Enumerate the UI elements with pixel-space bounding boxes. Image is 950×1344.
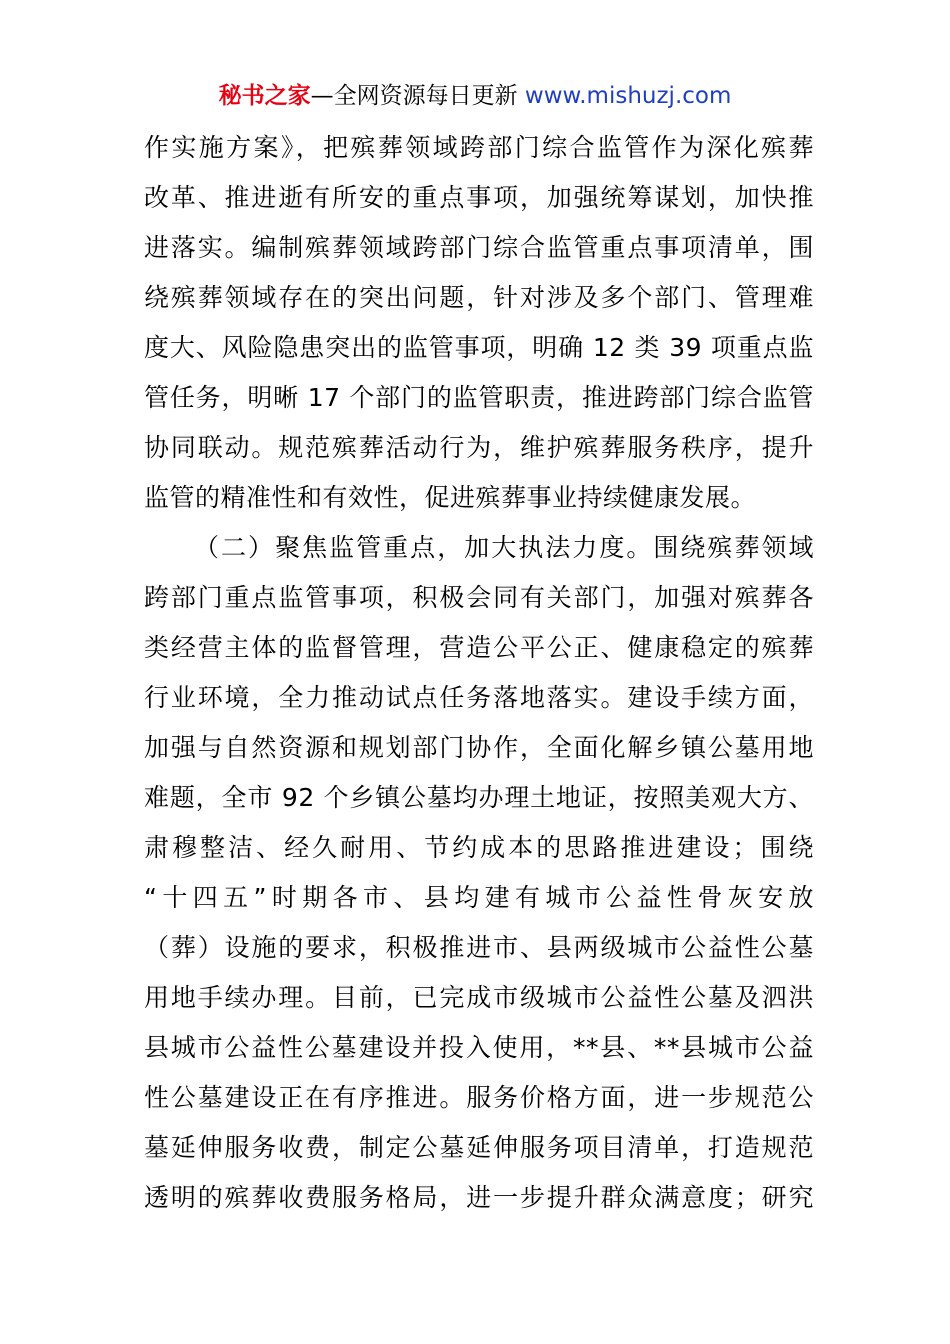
text-line: （葬）设施的要求，积极推进市、县两级城市公益性公墓 — [144, 933, 814, 962]
text-line: 改革、推进逝有所安的重点事项，加强统筹谋划，加快推 — [144, 183, 814, 212]
text-line: 用地手续办理。目前，已完成市级城市公益性公墓及泗洪 — [144, 983, 814, 1012]
text-line: 透明的殡葬收费服务格局，进一步提升群众满意度；研究 — [144, 1183, 814, 1212]
text-line: 绕殡葬领域存在的突出问题，针对涉及多个部门、管理难 — [144, 283, 814, 312]
text-line: 协同联动。规范殡葬活动行为，维护殡葬服务秩序，提升 — [144, 433, 814, 462]
text-line: 县城市公益性公墓建设并投入使用，**县、**县城市公益 — [144, 1033, 814, 1062]
text-line: 监管的精准性和有效性，促进殡葬事业持续健康发展。 — [144, 483, 757, 512]
text-line: 行业环境，全力推动试点任务落地落实。建设手续方面， — [144, 683, 814, 712]
site-brand: 秘书之家 — [218, 83, 311, 109]
text-line: 墓延伸服务收费，制定公墓延伸服务项目清单，打造规范 — [144, 1133, 814, 1162]
site-header — [0, 80, 950, 112]
text-line: 难题，全市 92 个乡镇公墓均办理土地证，按照美观大方、 — [144, 783, 814, 812]
text-line: 进落实。编制殡葬领域跨部门综合监管重点事项清单，围 — [144, 233, 814, 262]
text-line: 度大、风险隐患突出的监管事项，明确 12 类 39 项重点监 — [144, 333, 814, 362]
site-url-link[interactable]: www.mishuzj.com — [524, 83, 732, 109]
text-line: 管任务，明晰 17 个部门的监管职责，推进跨部门综合监管 — [144, 383, 814, 412]
text-line: 跨部门重点监管事项，积极会同有关部门，加强对殡葬各 — [144, 583, 814, 612]
text-line: 加强与自然资源和规划部门协作，全面化解乡镇公墓用地 — [144, 733, 814, 762]
site-tagline: —全网资源每日更新 — [310, 83, 525, 109]
text-line: 性公墓建设正在有序推进。服务价格方面，进一步规范公 — [144, 1083, 814, 1112]
document-body — [144, 126, 814, 1226]
text-line: 类经营主体的监督管理，营造公平公正、健康稳定的殡葬 — [144, 633, 814, 662]
text-line: 肃穆整洁、经久耐用、节约成本的思路推进建设；围绕 — [144, 833, 814, 862]
text-line: 作实施方案》，把殡葬领域跨部门综合监管作为深化殡葬 — [144, 133, 814, 162]
section-heading-line: （二）聚焦监管重点，加大执法力度。围绕殡葬领域 — [194, 533, 814, 562]
text-line: “十四五”时期各市、县均建有城市公益性骨灰安放 — [144, 883, 814, 912]
